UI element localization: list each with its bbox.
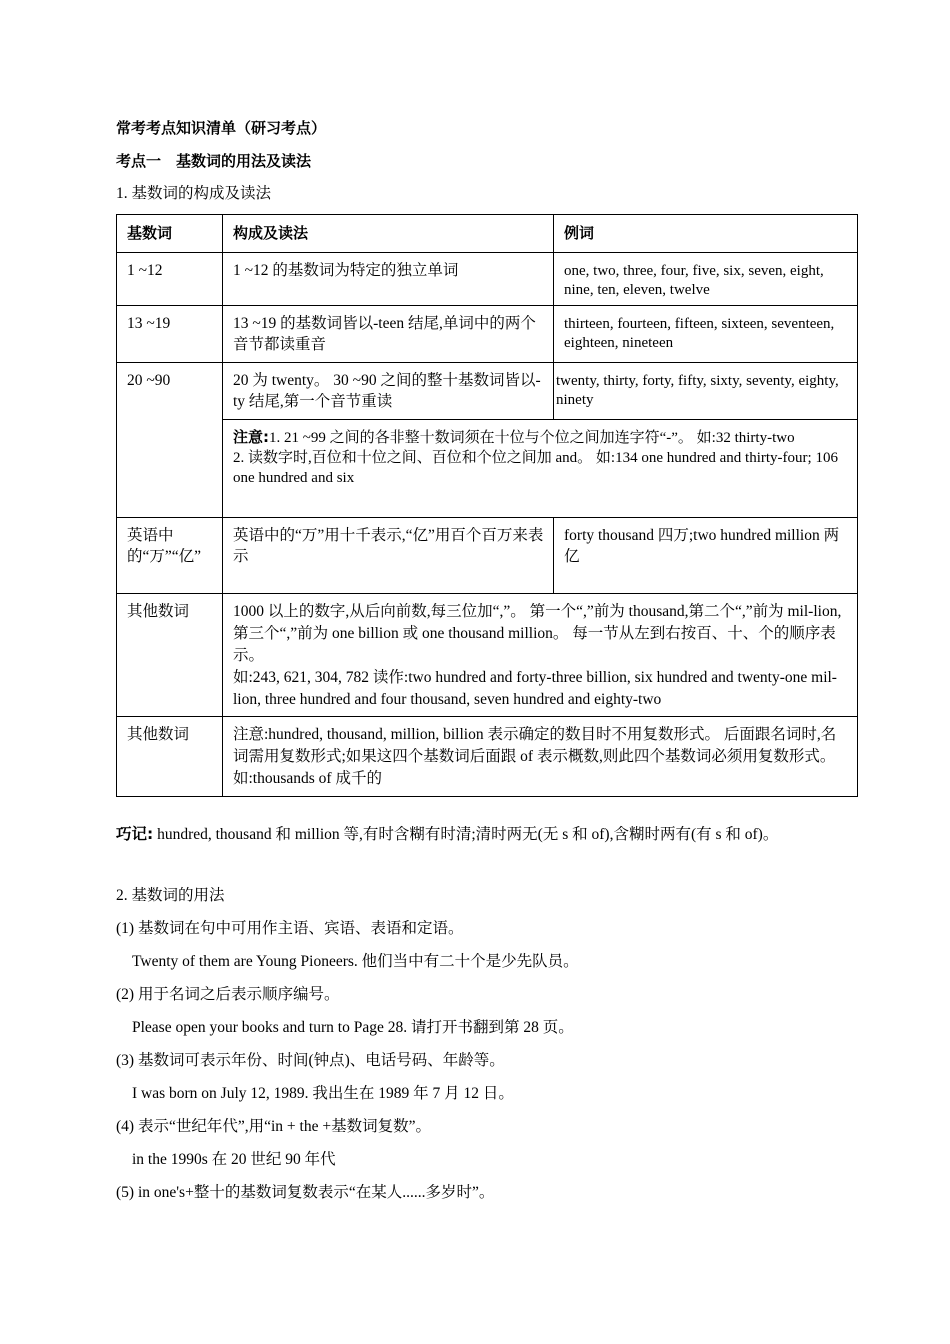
usage-rule: (3) 基数词可表示年份、时间(钟点)、电话号码、年龄等。 (116, 1052, 505, 1069)
table-row (117, 594, 858, 717)
table-header-cell: 例词 (554, 215, 858, 253)
table-cell: 其他数词 (117, 594, 223, 717)
doc-title: 常考考点知识清单（研习考点） (116, 119, 327, 137)
usage-example: Twenty of them are Young Pioneers. 他们当中有二十个是少先队员。 (132, 953, 579, 970)
table-cell: 英语中的“万”“亿” (117, 518, 223, 594)
tip-label: 巧记: (116, 825, 154, 843)
usage-example: in the 1990s 在 20 世纪 90 年代 (132, 1151, 336, 1168)
table-row (117, 363, 858, 420)
table-cell: forty thousand 四万;two hundred million 两亿 (554, 518, 858, 594)
table-cell: 英语中的“万”用十千表示,“亿”用百个百万来表示 (223, 518, 554, 594)
note-label: 注意: (233, 428, 269, 446)
table-row (117, 253, 858, 306)
table-cell: 其他数词 (117, 717, 223, 797)
subsection-heading: 2. 基数词的用法 (116, 887, 225, 904)
table-cell: thirteen, fourteen, fifteen, sixteen, seventeen, eighteen, nineteen (554, 306, 858, 363)
table-row (117, 420, 858, 518)
note-line: 2. 读数字时,百位和十位之间、百位和个位之间加 and。 如:134 one hundred and thirty-four; 106 one hundred and six (233, 450, 838, 486)
note-cell (223, 420, 858, 518)
table-cell: 13 ~19 的基数词皆以-teen 结尾,单词中的两个音节都读重音 (223, 306, 554, 363)
usage-example: I was born on July 12, 1989. 我出生在 1989 年 7 月 12 日。 (132, 1085, 514, 1102)
table-cell: 20 ~90 (117, 363, 223, 518)
subsection-heading: 1. 基数词的构成及读法 (116, 185, 272, 202)
table-cell: 1 ~12 (117, 253, 223, 306)
table-cell: 注意:hundred, thousand, million, billion 表示确定的数目时不用复数形式。 后面跟名词时,名词需用复数形式;如果这四个基数词后面跟 of 表示概数,则此四个基数词必须用复数形式。 如:thousands of 成千的 (223, 717, 858, 797)
usage-example: Please open your books and turn to Page 28. 请打开书翻到第 28 页。 (132, 1019, 574, 1036)
table-row (117, 717, 858, 797)
cardinal-number-table (116, 214, 858, 797)
section-heading: 考点一 基数词的用法及读法 (116, 152, 312, 170)
table-cell (223, 594, 858, 717)
table-cell: 1 ~12 的基数词为特定的独立单词 (223, 253, 554, 306)
usage-rule: (5) in one's+整十的基数词复数表示“在某人......多岁时”。 (116, 1184, 495, 1201)
usage-rule: (2) 用于名词之后表示顺序编号。 (116, 986, 340, 1003)
usage-rule: (4) 表示“世纪年代”,用“in + the +基数词复数”。 (116, 1118, 431, 1135)
table-cell: 13 ~19 (117, 306, 223, 363)
note-line: 1. 21 ~99 之间的各非整十数词须在十位与个位之间加连字符“-”。 如:32 thirty-two (269, 430, 795, 446)
memory-tip (116, 824, 778, 845)
cell-text: 如:243, 621, 304, 782 读作:two hundred and forty-three billion, six hundred and twenty-one mil-lion, three hundred and four thousand, seven hundred and eighty-two (233, 669, 837, 708)
table-header-cell: 构成及读法 (223, 215, 554, 253)
table-cell: 20 为 twenty。 30 ~90 之间的整十基数词皆以-ty 结尾,第一个音节重读 (223, 363, 554, 420)
cell-text: 1000 以上的数字,从后向前数,每三位加“,”。 第一个“,”前为 thousand,第二个“,”前为 mil-lion,第三个“,”前为 one billion 或 one thousand million。 每一节从左到右按百、十、个的顺序表示。 (233, 603, 842, 664)
usage-rule: (1) 基数词在句中可用作主语、宾语、表语和定语。 (116, 920, 464, 937)
table-cell: twenty, thirty, forty, fifty, sixty, seventy, eighty, ninety (554, 363, 858, 420)
table-header-row (117, 215, 858, 253)
table-row (117, 518, 858, 594)
table-header-cell: 基数词 (117, 215, 223, 253)
tip-text: hundred, thousand 和 million 等,有时含糊有时清;清时两无(无 s 和 of),含糊时两有(有 s 和 of)。 (153, 826, 779, 843)
table-cell: one, two, three, four, five, six, seven, eight, nine, ten, eleven, twelve (554, 253, 858, 306)
table-row (117, 306, 858, 363)
